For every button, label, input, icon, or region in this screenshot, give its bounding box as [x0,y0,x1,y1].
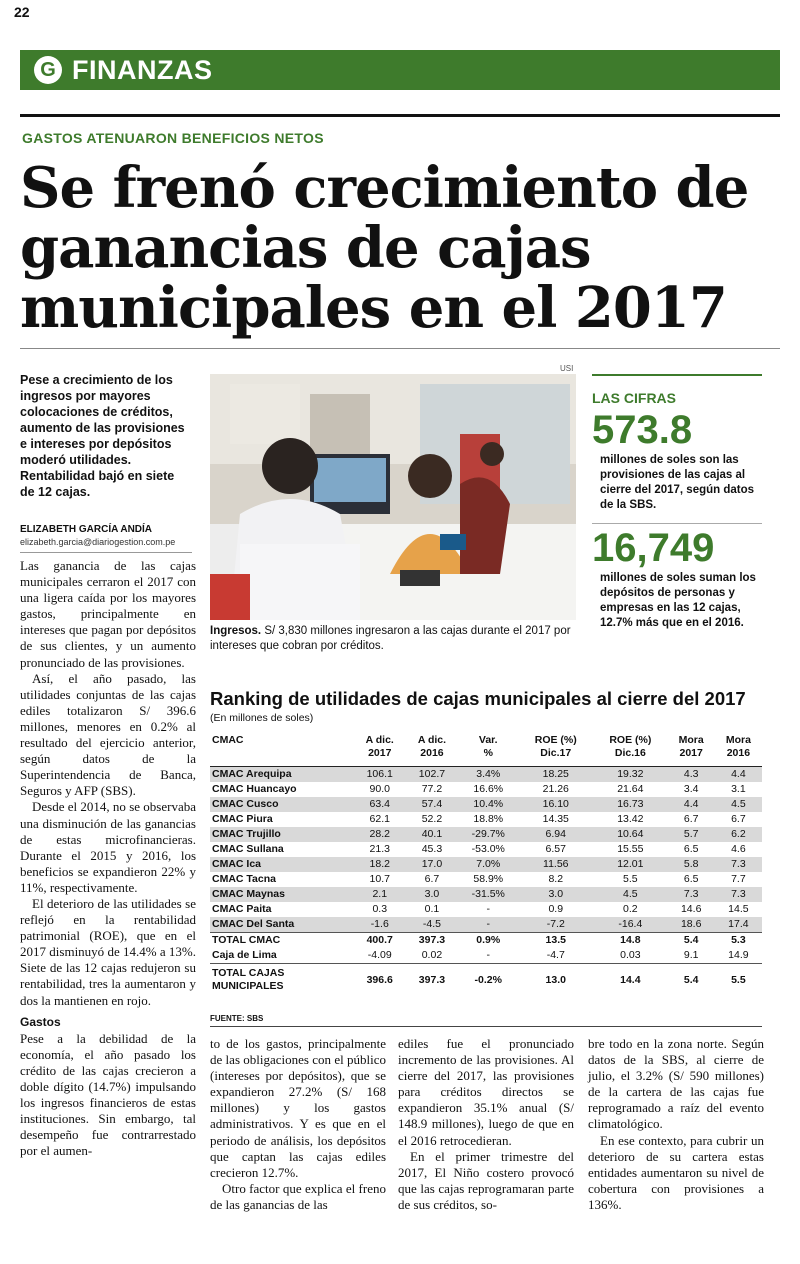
cell-value: 6.94 [518,827,593,842]
cell-value: 4.5 [715,797,762,812]
cell-value: 5.5 [623,873,638,885]
body-paragraph: Otro factor que explica el freno de las ganancias de las [210,1180,386,1212]
cell-name: CMAC Cusco [210,797,354,812]
cifras-divider [592,523,762,524]
cell-value: 397.3 [418,973,446,986]
cell-value: 8.2 [548,873,564,885]
cell-value: 2.1 [354,887,406,902]
cell-value: 0.03 [593,948,668,964]
cifra-number: 16,749 [592,526,715,570]
cell-value: 90.0 [369,783,390,795]
cell-value: 5.3 [715,933,762,949]
cell-name: CMAC Huancayo [212,783,297,795]
cell-value: 17.4 [715,917,762,933]
cell-value: 14.35 [542,813,569,825]
cell-value: 19.32 [593,767,668,783]
cell-value: 3.0 [406,887,458,902]
photo-credit: USI [560,364,574,373]
cell-name: CMAC Piura [212,813,273,825]
cell-value: 0.1 [424,903,440,915]
column-header: CMAC [210,730,354,767]
table-body [210,767,762,995]
cell-value: 106.1 [354,767,406,783]
cell-value: 4.4 [715,767,762,783]
body-column-2 [210,1036,386,1213]
cell-name: CMAC Trujillo [210,827,354,842]
table-row [210,872,762,887]
column-header: Mora 2017 [668,730,715,767]
cell-name: TOTAL CMAC [210,933,354,949]
cell-value: 45.3 [421,843,443,855]
cell-value: 396.6 [366,973,393,986]
cifra-number: 573.8 [592,408,693,452]
top-rule [20,114,780,117]
column-header: ROE (%) Dic.16 [593,730,668,767]
table-total-row [210,933,762,949]
cell-value: 0.2 [623,903,638,915]
page-number: 22 [14,4,30,20]
cell-value: 10.7 [369,873,390,885]
body-paragraph: bre todo en la zona norte. Según datos de la SBS, al cierre de julio, el 3.2% (S/ 590 millones) de la cartera de las cajas fue reprogramado a raíz del evento climatológico. [588,1036,764,1132]
headline-rule [20,348,780,349]
table-row [210,767,762,783]
cell-value: 102.7 [406,767,458,783]
cell-value: 21.26 [542,783,569,795]
cell-value: 7.3 [668,887,715,902]
cell-value: -31.5% [458,887,518,902]
cell-value: 21.64 [617,783,644,795]
cell-value: 12.01 [593,857,668,872]
column-header: ROE (%) Dic.17 [518,730,593,767]
cell-value: -0.2% [474,973,502,986]
cell-value: 18.2 [354,857,406,872]
cell-value: - [486,903,491,915]
cell-value: 16.10 [518,797,593,812]
cell-name: CMAC Del Santa [210,917,354,933]
cell-value: 397.3 [406,933,458,949]
bank-office-photo [210,374,576,620]
cell-value: 62.1 [369,813,390,825]
byline-rule [20,552,192,553]
cifras-box [592,374,762,631]
table-title: Ranking de utilidades de cajas municipales al cierre del 2017 [210,688,746,709]
cell-value: 6.7 [683,813,699,825]
table-header-row [210,730,762,767]
gestion-logo-icon: G [34,56,62,84]
cifras-title: LAS CIFRAS [592,390,676,406]
cell-value: 14.4 [620,973,641,986]
body-paragraph: En ese contexto, para cubrir un deterioro de su cartera estas entidades aumentaron su nivel de cobertura con provisiones a 136%. [588,1132,764,1212]
cell-value: -1.6 [354,917,406,933]
body-paragraph: El deterioro de las utilidades se reflejó en la rentabilidad patrimonial (ROE), que en el 2017 disminuyó de 14.4% a 13%. Siete de las 12 cajas redujeron su rentabilidad, tres la aumentaron y dos la mantienen en rojo. [20,895,196,1008]
cell-value: 28.2 [354,827,406,842]
cell-value: 4.4 [668,797,715,812]
cell-value: 5.4 [668,933,715,949]
cell-name: CMAC Arequipa [210,767,354,783]
subhead: Gastos [20,1014,61,1029]
cell-value: 3.4% [458,767,518,783]
cifra-text: millones de soles suman los depósitos de personas y empresas en las 12 cajas, 12.7% más que en el 2016. [600,572,756,629]
body-paragraph: Así, el año pasado, las utilidades conjuntas de las cajas ediles totalizaron S/ 396.6 millones, menores en 0.2% al resultado del ejercicio anterior, según datos de la Superintendencia de Banca, Seguros y AFP (SBS). [20,670,196,799]
cell-name: CMAC Paita [212,903,272,915]
cell-value: 3.1 [731,783,746,795]
cell-value: 10.64 [593,827,668,842]
cell-value: 6.5 [683,873,699,885]
cell-value: -4.7 [518,948,593,964]
lead-paragraph: Pese a crecimiento de los ingresos por mayores colocaciones de créditos, aumento de las provisiones e intereses por depósitos moderó utilidades. Rentabilidad bajó en siete de 12 cajas. [20,373,185,499]
cell-value: 5.4 [683,973,699,986]
table-subtitle: (En millones de soles) [210,712,314,724]
cell-name: Caja de Lima [210,948,354,964]
table-row [210,827,762,842]
cell-value: 17.0 [406,857,458,872]
table-row [210,857,762,872]
caption-text: S/ 3,830 millones ingresaron a las cajas durante el 2017 por intereses que cobran por créditos. [210,625,571,652]
cell-value: 4.5 [593,887,668,902]
photo-caption [210,624,576,654]
cell-value: 14.9 [715,948,762,964]
cell-value: 0.9 [548,903,564,915]
cell-value: 0.9% [458,933,518,949]
cell-value: 77.2 [421,783,443,795]
cell-value: 6.7 [731,813,746,825]
ranking-table [210,730,762,994]
body-paragraph: Desde el 2014, no se observaba una disminución de las ganancias de estas microfinancieras. Durante el 2015 y 2016, los beneficios se expandieron 22% y 11%, respectivamente. [20,799,196,895]
cell-value: 7.0% [458,857,518,872]
cell-value: 5.7 [668,827,715,842]
cell-value: 0.02 [406,948,458,964]
cell-value: 18.6 [668,917,715,933]
table-row [210,917,762,933]
cell-value: 6.2 [715,827,762,842]
cifra-text: millones de soles son las provisiones de las cajas al cierre del 2017, según datos de la SBS. [600,454,755,511]
cell-name: CMAC Ica [210,857,354,872]
cell-value: 13.42 [617,813,644,825]
body-paragraph: En el primer trimestre del 2017, El Niño costero provocó que las cajas reprogramaran parte de sus créditos, so- [398,1148,574,1212]
body-paragraph: to de los gastos, principalmente de las obligaciones con el público (intereses por depósitos), que se expandieron 27.2% (S/ 168 millones) y los gastos administrativos. Y es que en el periodo de análisis, los depósitos que captan las cajas ediles crecieron 12.7%. [210,1036,386,1180]
cell-value: -7.2 [518,917,593,933]
body-column-1 [20,558,196,1159]
cell-value: 4.6 [731,843,746,855]
cell-value: 3.0 [518,887,593,902]
table-source: FUENTE: SBS [210,1014,264,1023]
cell-value: 63.4 [354,797,406,812]
cell-value: -4.5 [406,917,458,933]
table-row [210,812,762,827]
cell-value: 21.3 [369,843,390,855]
cell-value: -29.7% [458,827,518,842]
kicker: GASTOS ATENUARON BENEFICIOS NETOS [22,130,324,146]
body-paragraph: Pese a la debilidad de la economía, el año pasado los crédito de las cajas crecieron a doble dígito (14.7%) impulsando los ingresos financieros de estas instituciones. Sin embargo, tal desempeño fue contrarrestado por el aumen- [20,1030,196,1159]
byline-author: ELIZABETH GARCÍA ANDÍA [20,524,153,535]
cell-value: 5.5 [731,973,746,986]
table-row [210,842,762,857]
table-row [210,887,762,902]
column-header: Mora 2016 [715,730,762,767]
cell-value: 10.4% [458,797,518,812]
table-row [210,948,762,964]
cell-value: -53.0% [471,843,505,855]
column-header: A dic. 2016 [406,730,458,767]
cell-value: 14.6 [680,903,702,915]
cell-value: 16.6% [473,783,504,795]
cell-value: 0.3 [372,903,388,915]
cell-value: - [458,917,518,933]
cell-value: 11.56 [518,857,593,872]
cell-value: 3.4 [683,783,699,795]
cell-value: 6.5 [683,843,699,855]
cell-value: 4.3 [668,767,715,783]
cell-value: 18.25 [518,767,593,783]
cell-value: 9.1 [668,948,715,964]
column-header: A dic. 2017 [354,730,406,767]
cell-value: 13.5 [518,933,593,949]
cell-value: 18.8% [473,813,504,825]
cell-name: TOTAL CAJAS MUNICIPALES [212,967,285,992]
headline: Se frenó crecimiento de ganancias de cajas municipales en el 2017 [20,155,749,341]
body-column-4 [588,1036,764,1213]
cell-value: - [458,948,518,964]
cell-name: CMAC Sullana [212,843,284,855]
table-bottom-rule [210,1026,762,1027]
section-header [20,50,780,90]
cell-value: 7.3 [715,857,762,872]
cell-value: 15.55 [617,843,644,855]
cell-value: 7.7 [731,873,746,885]
byline-email: elizabeth.garcia@diariogestion.com.pe [20,537,176,547]
cell-name: CMAC Maynas [210,887,354,902]
column-header: Var. % [458,730,518,767]
body-paragraph: Las ganancia de las cajas municipales cerraron el 2017 con una ligera caída por los mayores gastos, principalmente en intereses que pagan por depósitos de sus clientes, y un aumento pronunciado de las provisiones. [20,558,196,670]
cell-value: -16.4 [593,917,668,933]
body-column-3 [398,1036,574,1213]
cell-value: 14.8 [593,933,668,949]
table-row [210,797,762,812]
cell-value: 400.7 [354,933,406,949]
cell-value: 40.1 [406,827,458,842]
cell-value: 13.0 [545,973,566,986]
news-photo [210,374,576,620]
caption-label: Ingresos. [210,625,262,637]
cell-value: 5.8 [668,857,715,872]
cell-value: -4.09 [354,948,406,964]
section-title: FINANZAS [72,54,213,85]
cell-value: 6.7 [424,873,440,885]
table-grand-total-row [210,964,762,995]
body-paragraph: ediles fue el pronunciado incremento de las provisiones. Al cierre del 2017, las provisiones para créditos directos se expandieron 35.1% anual (S/ 148.9 millones), luego de que en el 2016 retrocedieran. [398,1036,574,1148]
cell-value: 7.3 [715,887,762,902]
table-row [210,902,762,917]
cell-value: 52.2 [421,813,443,825]
table-row [210,782,762,797]
cell-value: 57.4 [406,797,458,812]
cell-value: 58.9% [473,873,504,885]
cell-name: CMAC Tacna [212,873,276,885]
cell-value: 6.57 [545,843,566,855]
cell-value: 16.73 [593,797,668,812]
cell-value: 14.5 [728,903,749,915]
